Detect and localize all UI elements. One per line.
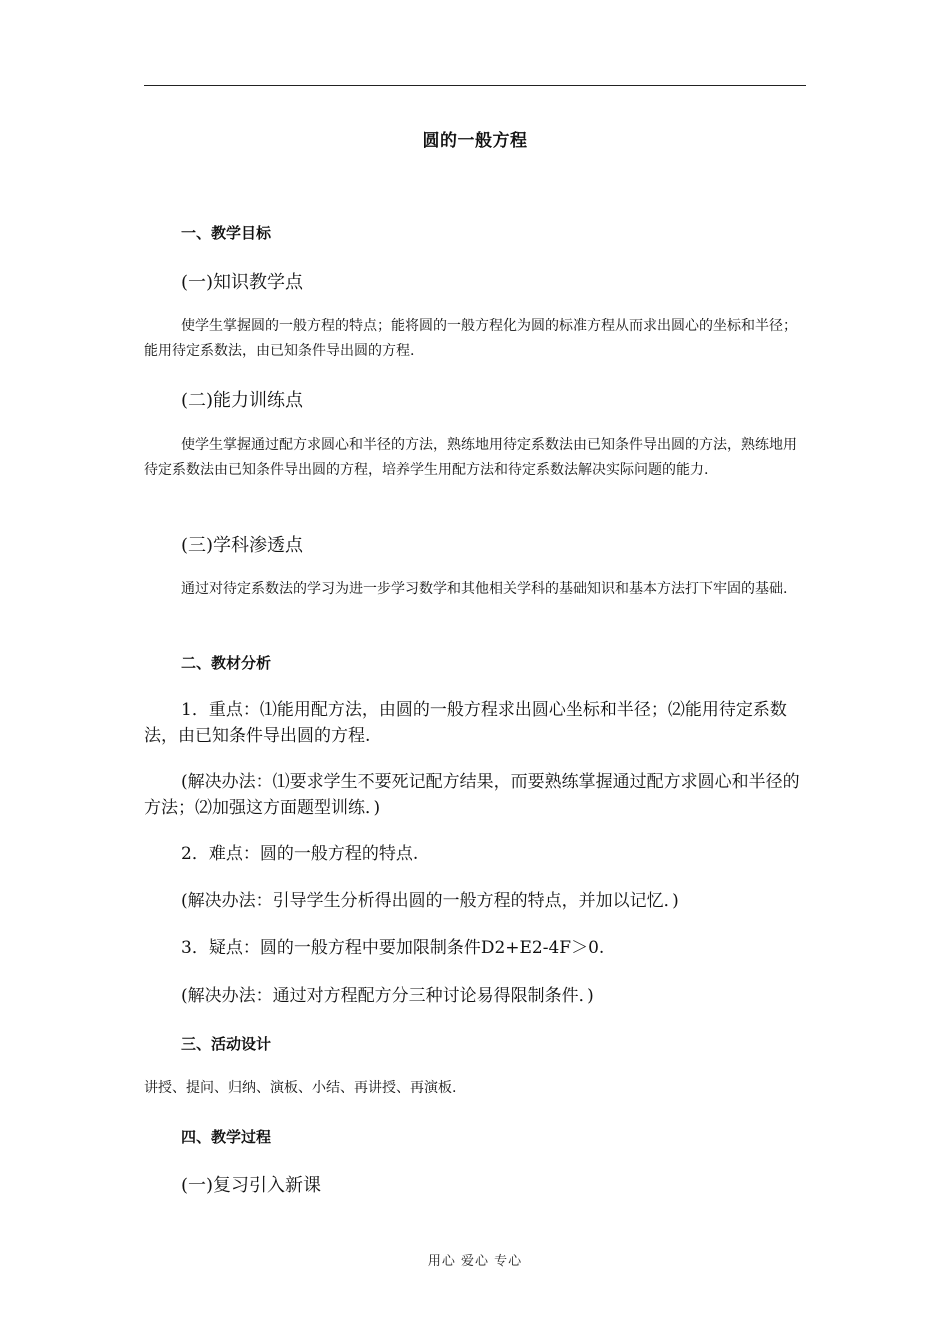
subheading-ability-points: (二)能力训练点 xyxy=(181,390,304,411)
document-title: 圆的一般方程 xyxy=(422,131,528,151)
paragraph-doubt-solution: (解决办法：通过对方程配方分三种讨论易得限制条件．) xyxy=(181,986,594,1006)
subheading-subject-penetration: (三)学科渗透点 xyxy=(181,535,304,556)
paragraph-ability-points: 使学生掌握通过配方求圆心和半径的方法，熟练地用待定系数法由已知条件导出圆的方法，熟练地用待定系数法由已知条件导出圆的方程，培养学生用配方法和待定系数法解决实际问题的能力. xyxy=(144,437,797,478)
header-rule xyxy=(144,85,806,86)
paragraph-doubt-point: 3．疑点：圆的一般方程中要加限制条件D2+E2-4F＞0. xyxy=(181,938,605,958)
paragraph-subject-penetration: 通过对待定系数法的学习为进一步学习数学和其他相关学科的基础知识和基本方法打下牢固的基础. xyxy=(181,581,788,597)
section-heading-material-analysis: 二、教材分析 xyxy=(181,654,272,672)
subheading-knowledge-points: (一)知识教学点 xyxy=(181,272,304,293)
paragraph-difficulty-solution: (解决办法：引导学生分析得出圆的一般方程的特点，并加以记忆．) xyxy=(181,891,679,911)
section-heading-objectives: 一、教学目标 xyxy=(181,224,272,242)
paragraph-key-point: 1．重点：⑴能用配方法，由圆的一般方程求出圆心坐标和半径；⑵能用待定系数法，由已知条件导出圆的方程. xyxy=(144,700,787,746)
page-footer: 用心 爱心 专心 xyxy=(427,1254,523,1269)
paragraph-knowledge-points: 使学生掌握圆的一般方程的特点；能将圆的一般方程化为圆的标准方程从而求出圆心的坐标和半径；能用待定系数法，由已知条件导出圆的方程. xyxy=(144,318,797,359)
section-heading-activity-design: 三、活动设计 xyxy=(181,1035,272,1053)
section-heading-teaching-process: 四、教学过程 xyxy=(181,1128,272,1146)
paragraph-key-point-solution: (解决办法：⑴要求学生不要死记配方结果，而要熟练掌握通过配方求圆心和半径的方法；⑵加强这方面题型训练．) xyxy=(144,772,800,818)
paragraph-activity-design: 讲授、提问、归纳、演板、小结、再讲授、再演板. xyxy=(144,1080,457,1096)
paragraph-difficulty: 2．难点：圆的一般方程的特点. xyxy=(181,844,419,864)
subheading-review-intro: (一)复习引入新课 xyxy=(181,1175,322,1196)
